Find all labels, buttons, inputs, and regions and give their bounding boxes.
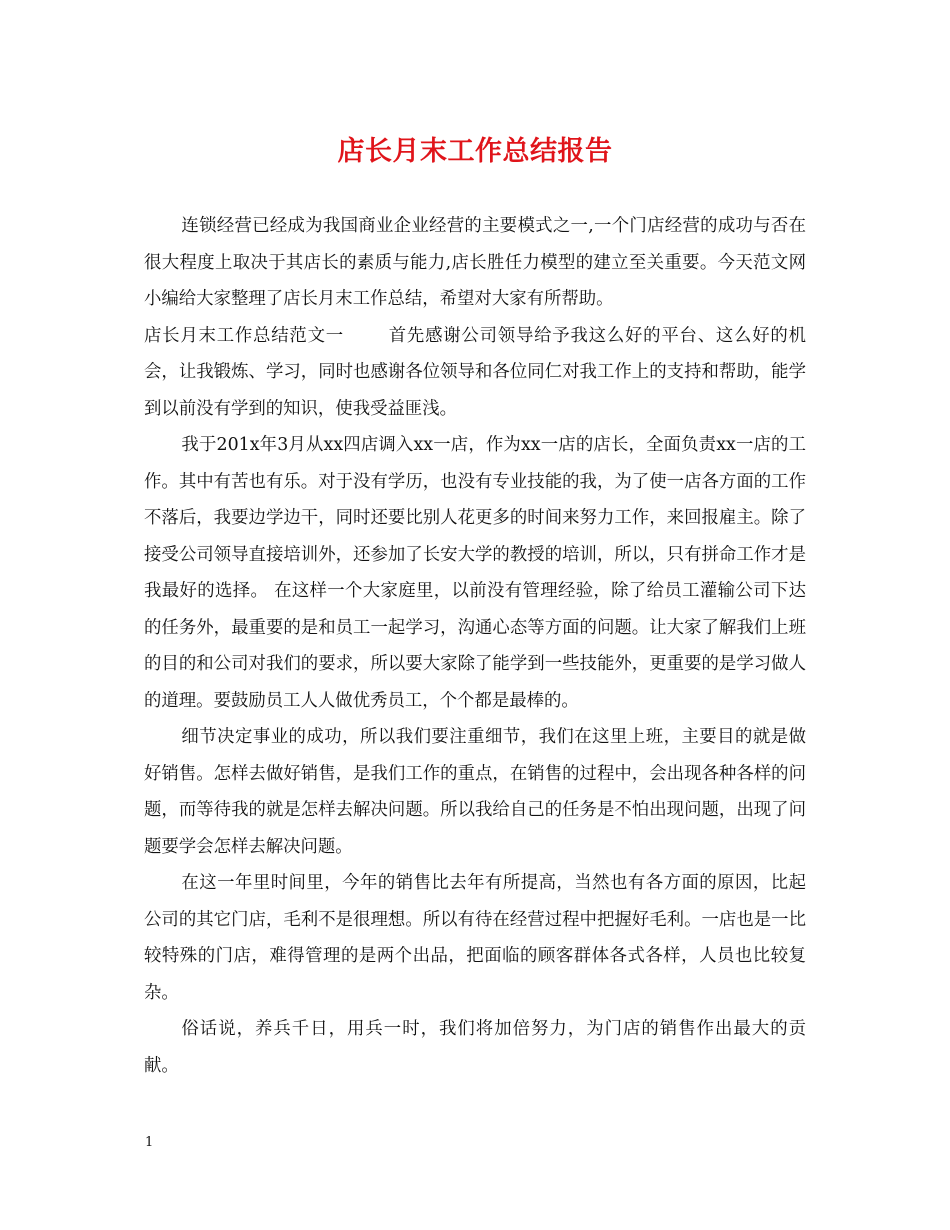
paragraph-details: 细节决定事业的成功，所以我们要注重细节，我们在这里上班，主要目的就是做好销售。怎样去做好销售，是我们工作的重点，在销售的过程中，会出现各种各样的问题，而等待我的就是怎样去解决问题。所以我给自己的任务是不怕出现问题，出现了问题要学会怎样去解决问题。	[144, 727, 806, 857]
paragraph-intro: 连锁经营已经成为我国商业企业经营的主要模式之一,一个门店经营的成功与否在很大程度上取决于其店长的素质与能力,店长胜任力模型的建立至关重要。今天范文网小编给大家整理了店长月末工作总结，希望对大家有所帮助。	[144, 216, 806, 309]
sample-heading: 店长月末工作总结范文一	[144, 325, 344, 346]
paragraph-conclusion: 俗话说，养兵千日，用兵一时，我们将加倍努力，为门店的销售作出最大的贡献。	[144, 1019, 806, 1076]
document-body	[144, 208, 806, 1084]
sample-one-body: 首先感谢公司领导给予我这么好的平台、这么好的机会，让我锻炼、学习，同时也感谢各位领导和各位同仁对我工作上的支持和帮助，能学到以前没有学到的知识，使我受益匪浅。	[144, 325, 806, 419]
paragraph-sales: 在这一年里时间里，今年的销售比去年有所提高，当然也有各方面的原因，比起公司的其它门店，毛利不是很理想。所以有待在经营过程中把握好毛利。一店也是一比较特殊的门店，难得管理的是两个出品，把面临的顾客群体各式各样，人员也比较复杂。	[144, 873, 806, 1003]
paragraph-experience: 我于201x年3月从xx四店调入xx一店，作为xx一店的店长，全面负责xx一店的工作。其中有苦也有乐。对于没有学历，也没有专业技能的我，为了使一店各方面的工作不落后，我要边学边干，同时还要比别人花更多的时间来努力工作，来回报雇主。除了接受公司领导直接培训外，还参加了长安大学的教授的培训，所以，只有拼命工作才是我最好的选择。 在这样一个大家庭里，以前没有管理经验，除了给员工灌输公司下达的任务外，最重要的是和员工一起学习，沟通心态等方面的问题。让大家了解我们上班的目的和公司对我们的要求，所以要大家除了能学到一些技能外，更重要的是学习做人的道理。要鼓励员工人人做优秀员工，个个都是最棒的。	[144, 435, 806, 711]
document-title: 店长月末工作总结报告	[337, 136, 613, 167]
paragraph-sample-one	[144, 318, 806, 428]
page-number: 1	[145, 1135, 154, 1150]
